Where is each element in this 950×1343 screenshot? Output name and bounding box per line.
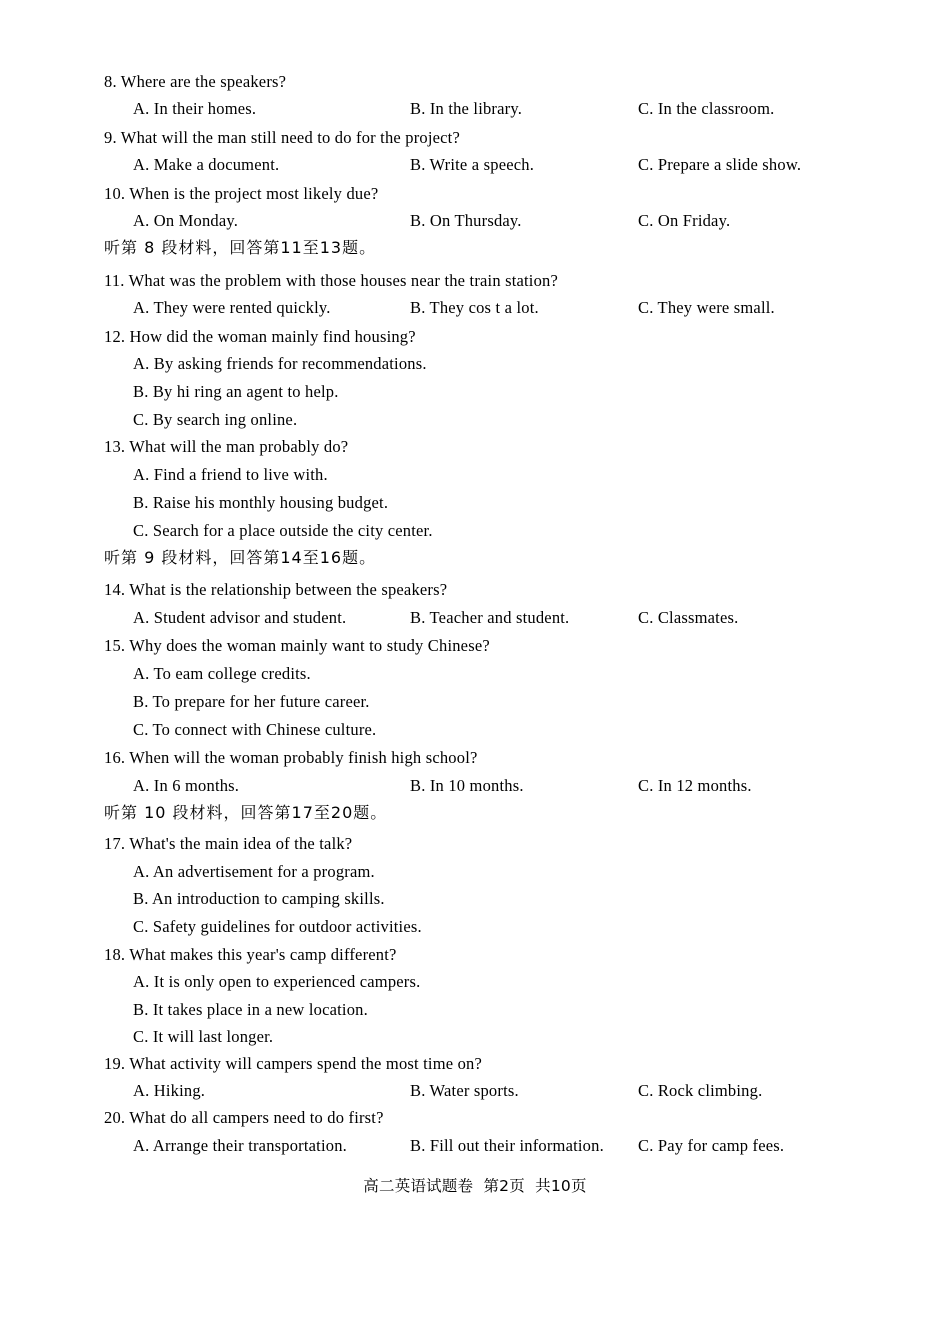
q9-option-c: C. Prepare a slide show. bbox=[638, 155, 802, 174]
section-header-8: 听第 8 段材料，回答第11至13题。 bbox=[104, 238, 377, 257]
q15-option-c: C. To connect with Chinese culture. bbox=[133, 720, 377, 739]
q8-option-a: A. In their homes. bbox=[133, 99, 257, 118]
question-17: 17. What's the main idea of the talk? bbox=[104, 834, 353, 853]
q10-option-b: B. On Thursday. bbox=[410, 211, 522, 230]
q9-option-a: A. Make a document. bbox=[133, 155, 280, 174]
question-19: 19. What activity will campers spend the most time on? bbox=[104, 1054, 482, 1073]
q16-option-b: B. In 10 months. bbox=[410, 776, 524, 795]
question-18: 18. What makes this year's camp different? bbox=[104, 945, 397, 964]
question-10: 10. When is the project most likely due? bbox=[104, 184, 379, 203]
question-20: 20. What do all campers need to do first? bbox=[104, 1108, 384, 1127]
q9-option-b: B. Write a speech. bbox=[410, 155, 535, 174]
q11-option-c: C. They were small. bbox=[638, 298, 775, 317]
q16-option-a: A. In 6 months. bbox=[133, 776, 240, 795]
q18-option-c: C. It will last longer. bbox=[133, 1027, 274, 1046]
q15-option-a: A. To eam college credits. bbox=[133, 664, 311, 683]
q12-option-c: C. By search ing online. bbox=[133, 410, 298, 429]
q8-option-c: C. In the classroom. bbox=[638, 99, 775, 118]
q19-option-c: C. Rock climbing. bbox=[638, 1081, 763, 1100]
q13-option-c: C. Search for a place outside the city center. bbox=[133, 521, 433, 540]
q18-option-a: A. It is only open to experienced campers. bbox=[133, 972, 421, 991]
q17-option-b: B. An introduction to camping skills. bbox=[133, 889, 385, 908]
question-16: 16. When will the woman probably finish high school? bbox=[104, 748, 478, 767]
q14-option-b: B. Teacher and student. bbox=[410, 608, 570, 627]
q20-option-a: A. Arrange their transportation. bbox=[133, 1136, 347, 1155]
q14-option-c: C. Classmates. bbox=[638, 608, 739, 627]
question-15: 15. Why does the woman mainly want to study Chinese? bbox=[104, 636, 490, 655]
q14-option-a: A. Student advisor and student. bbox=[133, 608, 347, 627]
question-13: 13. What will the man probably do? bbox=[104, 437, 349, 456]
q17-option-c: C. Safety guidelines for outdoor activities. bbox=[133, 917, 422, 936]
q11-option-a: A. They were rented quickly. bbox=[133, 298, 331, 317]
page-footer: 高二英语试题卷 第2页 共10页 bbox=[363, 1177, 587, 1195]
question-9: 9. What will the man still need to do for the project? bbox=[104, 128, 460, 147]
q17-option-a: A. An advertisement for a program. bbox=[133, 862, 375, 881]
q18-option-b: B. It takes place in a new location. bbox=[133, 1000, 368, 1019]
q10-option-a: A. On Monday. bbox=[133, 211, 239, 230]
q10-option-c: C. On Friday. bbox=[638, 211, 731, 230]
q8-option-b: B. In the library. bbox=[410, 99, 523, 118]
question-11: 11. What was the problem with those houses near the train station? bbox=[104, 271, 559, 290]
q12-option-a: A. By asking friends for recommendations. bbox=[133, 354, 427, 373]
q20-option-b: B. Fill out their information. bbox=[410, 1136, 604, 1155]
question-8: 8. Where are the speakers? bbox=[104, 72, 287, 91]
q15-option-b: B. To prepare for her future career. bbox=[133, 692, 370, 711]
q19-option-a: A. Hiking. bbox=[133, 1081, 206, 1100]
q19-option-b: B. Water sports. bbox=[410, 1081, 519, 1100]
q16-option-c: C. In 12 months. bbox=[638, 776, 752, 795]
q12-option-b: B. By hi ring an agent to help. bbox=[133, 382, 339, 401]
q13-option-a: A. Find a friend to live with. bbox=[133, 465, 328, 484]
q13-option-b: B. Raise his monthly housing budget. bbox=[133, 493, 389, 512]
q11-option-b: B. They cos t a lot. bbox=[410, 298, 539, 317]
q20-option-c: C. Pay for camp fees. bbox=[638, 1136, 785, 1155]
section-header-10: 听第 10 段材料，回答第17至20题。 bbox=[104, 803, 388, 822]
question-12: 12. How did the woman mainly find housing? bbox=[104, 327, 416, 346]
section-header-9: 听第 9 段材料，回答第14至16题。 bbox=[104, 548, 377, 567]
question-14: 14. What is the relationship between the speakers? bbox=[104, 580, 448, 599]
